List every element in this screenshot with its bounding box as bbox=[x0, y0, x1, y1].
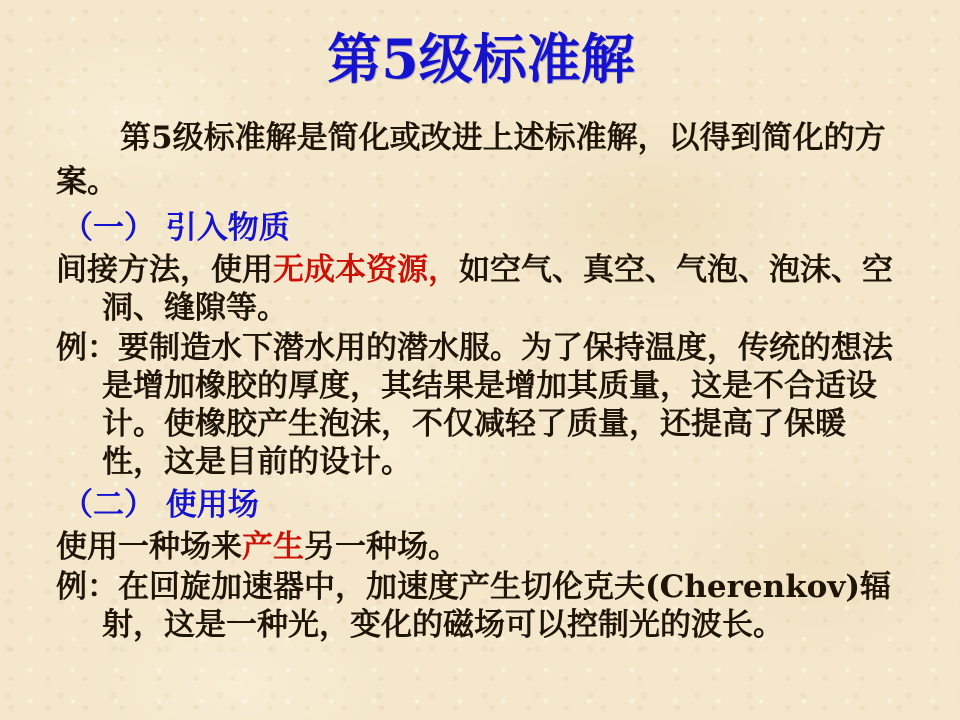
section-2-method-paragraph bbox=[56, 528, 906, 566]
intro-text: 第5级标准解是简化或改进上述标准解，以得到简化的方案。 bbox=[56, 120, 886, 200]
example-2-text: 在回旋加速器中，加速度产生切伦克夫(Cherenkov)辐射，这是一种光，变化的磁场可以控制光的波长。 bbox=[102, 569, 892, 643]
produce-emphasis: 产生 bbox=[242, 529, 304, 565]
section-2-heading: （二） 使用场 bbox=[62, 487, 259, 523]
example-2-label: 例： bbox=[56, 569, 118, 605]
method-2-pre: 使用一种场来 bbox=[56, 529, 242, 565]
section-1-heading: （一） 引入物质 bbox=[62, 210, 290, 246]
slide-title: 第5级标准解 bbox=[327, 27, 635, 91]
section-2-example-paragraph bbox=[56, 568, 906, 644]
example-1-label: 例： bbox=[56, 330, 118, 366]
intro-paragraph bbox=[56, 116, 906, 204]
method-1-post: 如空气、真空、气泡、泡沫、空洞、缝隙等。 bbox=[102, 252, 893, 326]
cost-free-resource-emphasis: 无成本资源， bbox=[273, 252, 459, 288]
section-1-example-paragraph bbox=[56, 329, 906, 481]
section-1-method-paragraph bbox=[56, 251, 906, 327]
example-1-text: 要制造水下潜水用的潜水服。为了保持温度，传统的想法是增加橡胶的厚度，其结果是增加其质量，这是不合适设计。使橡胶产生泡沫，不仅减轻了质量，还提高了保暖性，这是目前的设计。 bbox=[102, 330, 893, 480]
method-1-pre: 间接方法，使用 bbox=[56, 252, 273, 288]
method-2-post: 另一种场。 bbox=[304, 529, 459, 565]
